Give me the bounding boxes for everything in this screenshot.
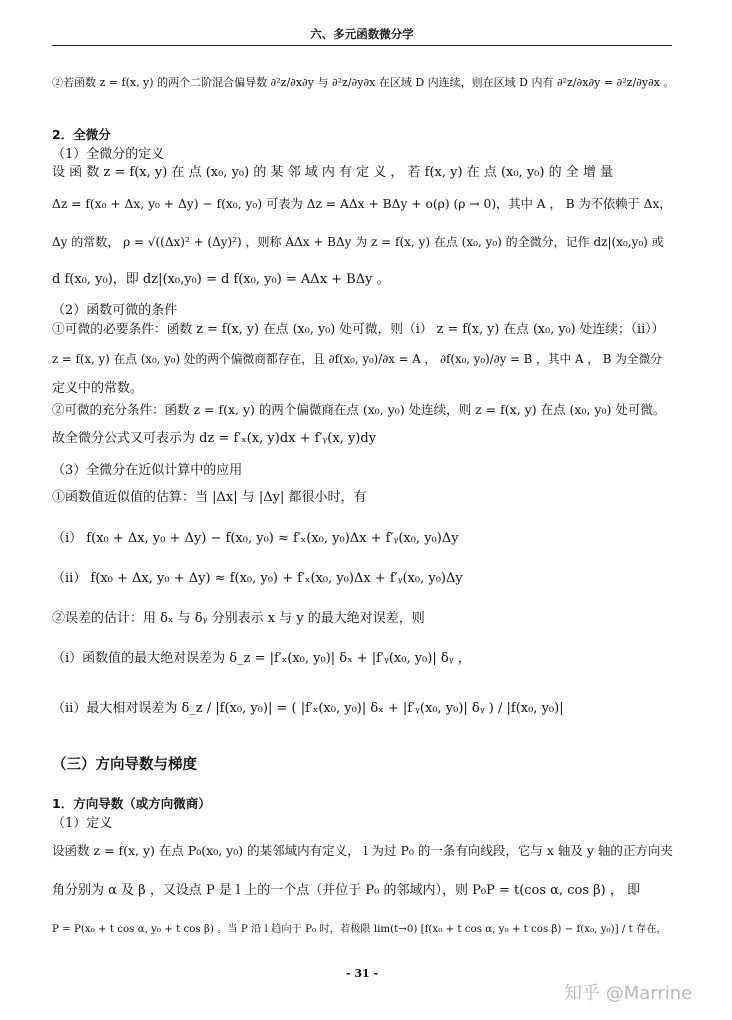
text-line: ②可微的充分条件：函数 z = f(x, y) 的两个偏微商在点 (x₀, y₀) 处连续，则 z = f(x, y) 在点 (x₀, y₀) 处可微。 [52,402,666,417]
subsection-heading: （1）定义 [52,816,113,831]
text-line: ②误差的估计：用 δₓ 与 δᵧ 分别表示 x 与 y 的最大绝对误差，则 [52,611,425,626]
text-line: 设 函 数 z = f(x, y) 在 点 (x₀, y₀) 的 某 邻 域 内 有 定 义 ， 若 f(x, y) 在 点 (x₀, y₀) 的 全 增 量 [52,165,613,180]
subsection-heading: （2）函数可微的条件 [52,303,178,318]
text-line: 设函数 z = f(x, y) 在点 P₀(x₀, y₀) 的某邻域内有定义， l 为过 P₀ 的一条有向线段，它与 x 轴及 y 轴的正方向夹 [52,843,673,858]
text-line: ①可微的必要条件：函数 z = f(x, y) 在点 (x₀, y₀) 处可微，则（i） z = f(x, y) 在点 (x₀, y₀) 处连续；（ii）） [52,322,665,337]
formula-line: （i） f(x₀ + Δx, y₀ + Δy) − f(x₀, y₀) ≈ f′ₓ(x₀, y₀)Δx + f′ᵧ(x₀, y₀)Δy [52,531,459,546]
subsection-heading: （1）全微分的定义 [52,147,165,162]
text-line: 定义中的常数。 [52,381,144,396]
formula-line: P = P(x₀ + t cos α, y₀ + t cos β) 。当 P 沿 l 趋向于 P₀ 时，若极限 lim(t→0) [f(x₀ + t cos α, y₀ + t cos β) − f(x₀, y₀)] / t 存在， [52,923,667,935]
formula-line: （ii）最大相对误差为 δ_z / |f(x₀, y₀)| = ( |f′ₓ(x₀, y₀)| δₓ + |f′ᵧ(x₀, y₀)| δᵧ ) / |f(x₀, y₀)| [52,701,564,716]
text-line: Δz = f(x₀ + Δx, y₀ + Δy) − f(x₀, y₀) 可表为 Δz = AΔx + BΔy + o(ρ) (ρ → 0)，其中 A ， B 为不依赖于 Δx， [52,197,672,211]
text-line: z = f(x, y) 在点 (x₀, y₀) 处的两个偏微商都存在，且 ∂f(x₀, y₀)/∂x = A ， ∂f(x₀, y₀)/∂y = B ，其中 A ， B 为全微分 [52,352,663,366]
text-line: 角分别为 α 及 β ，又设点 P 是 l 上的一个点（并位于 P₀ 的邻域内），则 P₀P = t(cos α, cos β) ， 即 [52,883,640,898]
header-rule [52,45,672,46]
page-header: 六、多元函数微分学 [310,27,414,41]
page-number: - 31 - [345,967,379,980]
formula-line: （i）函数值的最大绝对误差为 δ_z = |f′ₓ(x₀, y₀)| δₓ + |f′ᵧ(x₀, y₀)| δᵧ ， [52,651,471,666]
text-line: Δy 的常数， ρ = √((Δx)² + (Δy)²) ，则称 AΔx + BΔy 为 z = f(x, y) 在点 (x₀, y₀) 的全微分，记作 dz|(x₀,y₀) 或 [52,235,664,249]
text-line: d f(x₀, y₀)，即 dz|(x₀,y₀) = d f(x₀, y₀) = AΔx + BΔy 。 [52,272,390,287]
text-line: ②若函数 z = f(x, y) 的两个二阶混合偏导数 ∂²z/∂x∂y 与 ∂²z/∂y∂x 在区域 D 内连续，则在区域 D 内有 ∂²z/∂x∂y = ∂²z/∂y∂x 。 [52,76,675,89]
watermark: 知乎 @Marrine [564,983,693,1004]
formula-line: （ii） f(x₀ + Δx, y₀ + Δy) ≈ f(x₀, y₀) + f′ₓ(x₀, y₀)Δx + f′ᵧ(x₀, y₀)Δy [52,571,463,586]
subsection-heading: （3）全微分在近似计算中的应用 [52,463,243,478]
section-heading: 1．方向导数（或方向微商） [52,796,211,811]
text-line: ①函数值近似值的估算：当 |Δx| 与 |Δy| 都很小时，有 [52,490,367,505]
section-heading: 2．全微分 [52,127,111,142]
formula-line: 故全微分公式又可表示为 dz = f′ₓ(x, y)dx + f′ᵧ(x, y)dy [52,431,377,446]
chapter-heading: （三）方向导数与梯度 [52,757,197,773]
